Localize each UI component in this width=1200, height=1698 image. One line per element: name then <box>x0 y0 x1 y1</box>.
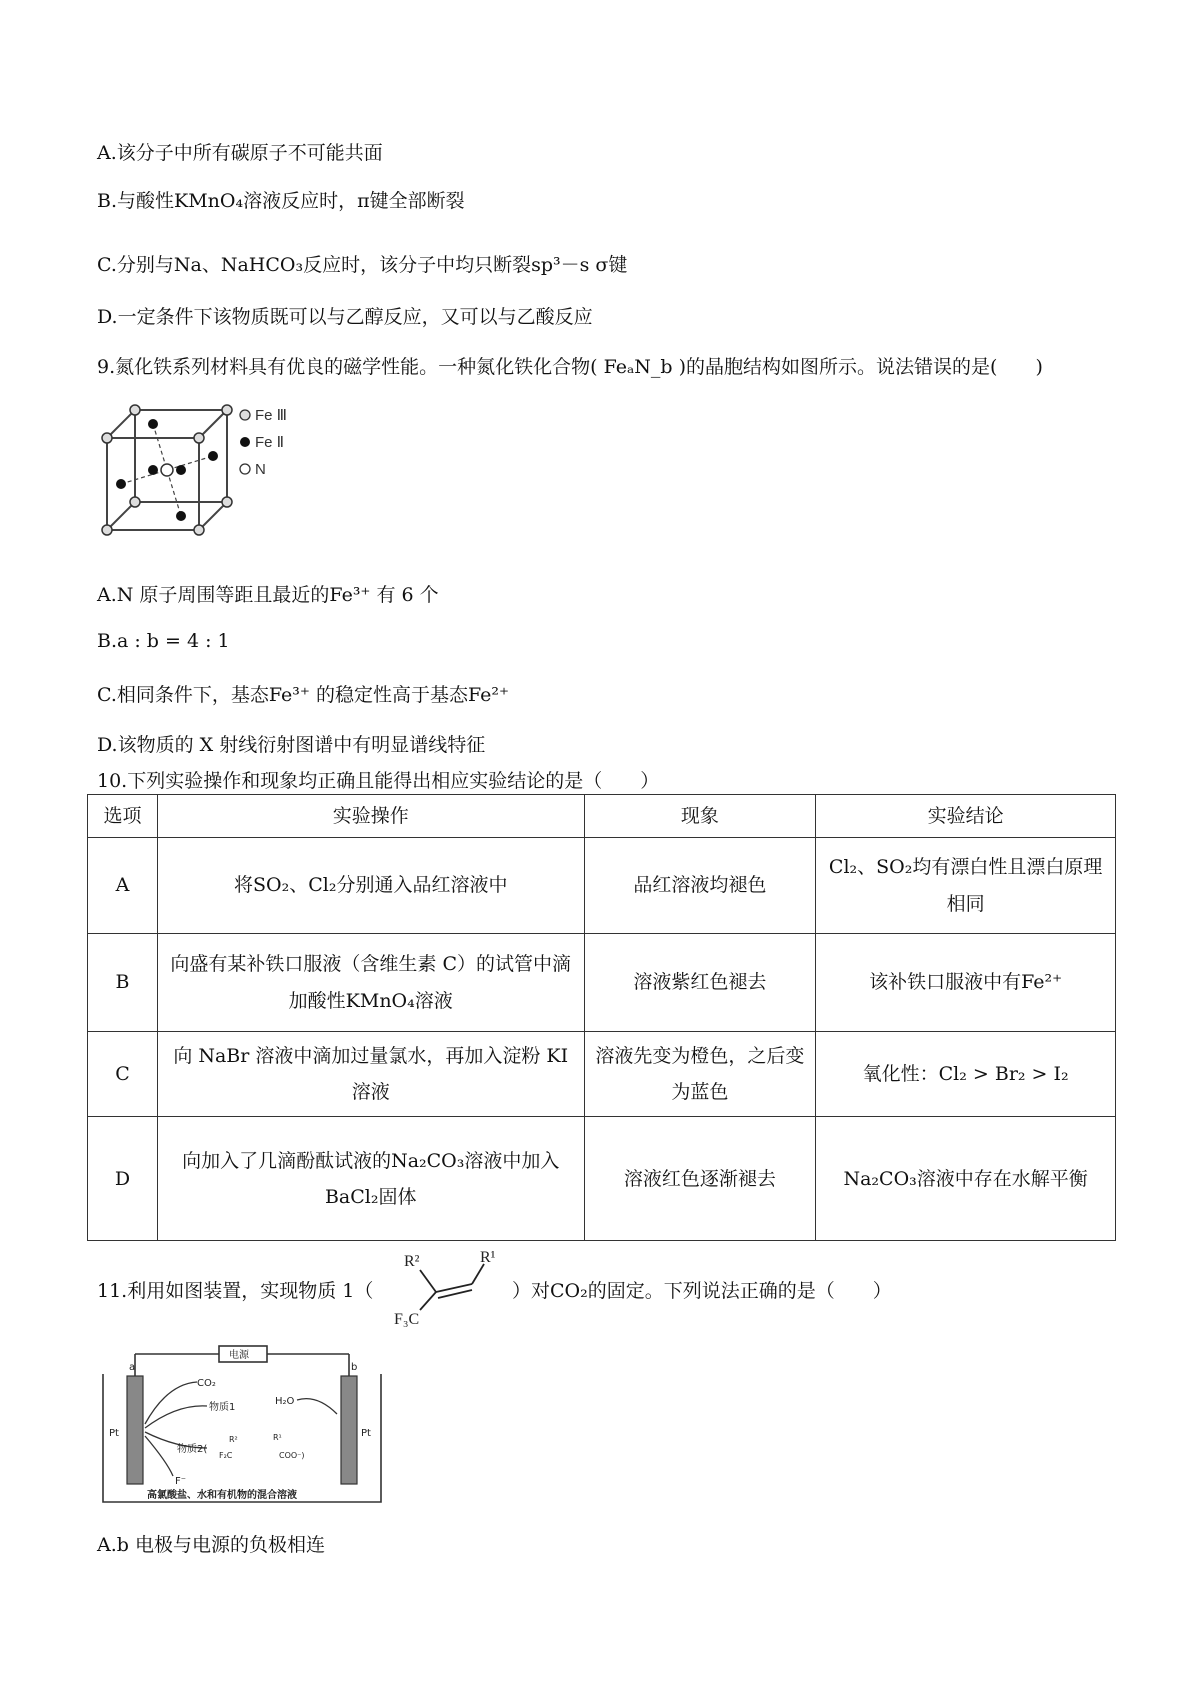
svg-text:F₂C: F₂C <box>219 1451 233 1460</box>
header-phenomenon: 现象 <box>584 795 816 838</box>
q9-option-d: D.该物质的 X 射线衍射图谱中有明显谱线特征 <box>97 734 486 756</box>
svg-text:H₂O: H₂O <box>275 1396 295 1407</box>
legend-fe3: Fe Ⅲ <box>255 407 288 424</box>
svg-text:电源: 电源 <box>229 1350 249 1361</box>
q9-stem: 9.氮化铁系列材料具有优良的磁学性能。一种氮化铁化合物( FeₐN_b )的晶胞结构如图所示。说法错误的是( ) <box>97 356 1043 378</box>
header-option: 选项 <box>88 795 158 838</box>
svg-text:物质2(: 物质2( <box>177 1444 208 1455</box>
electrode-b <box>341 1376 357 1484</box>
svg-text:F⁻: F⁻ <box>175 1476 187 1487</box>
q8-option-b: B.与酸性KMnO₄溶液反应时，π键全部断裂 <box>97 190 465 212</box>
svg-text:Pt: Pt <box>109 1428 119 1439</box>
svg-text:R¹: R¹ <box>480 1249 496 1266</box>
svg-text:R¹: R¹ <box>273 1433 282 1442</box>
q8-option-d: D.一定条件下该物质既可以与乙醇反应，又可以与乙酸反应 <box>97 306 593 328</box>
q8-option-a: A.该分子中所有碳原子不可能共面 <box>97 142 383 164</box>
header-operation: 实验操作 <box>157 795 584 838</box>
q11-option-a: A.b 电极与电源的负极相连 <box>97 1534 325 1556</box>
header-conclusion: 实验结论 <box>816 795 1116 838</box>
legend-fe2: Fe Ⅱ <box>255 434 285 451</box>
q11-stem-before: 11.利用如图装置，实现物质 1（ <box>97 1280 374 1302</box>
legend-n: N <box>255 461 266 478</box>
table-row: B 向盛有某补铁口服液（含维生素 C）的试管中滴加酸性KMnO₄溶液 溶液紫红色褪去 该补铁口服液中有Fe²⁺ <box>88 934 1116 1032</box>
crystal-cell-diagram <box>95 400 405 560</box>
q9-option-a: A.N 原子周围等距且最近的Fe³⁺ 有 6 个 <box>97 584 439 606</box>
table-row: D 向加入了几滴酚酞试液的Na₂CO₃溶液中加入BaCl₂固体 溶液红色逐渐褪去 Na₂CO₃溶液中存在水解平衡 <box>88 1117 1116 1241</box>
table-header-row <box>88 795 1116 838</box>
q11-stem-after: ）对CO₂的固定。下列说法正确的是（ ） <box>512 1280 892 1302</box>
experiment-table <box>87 794 1116 1241</box>
q9-option-c: C.相同条件下，基态Fe³⁺ 的稳定性高于基态Fe²⁺ <box>97 684 510 706</box>
svg-text:COO⁻): COO⁻) <box>279 1451 305 1460</box>
svg-text:CO₂: CO₂ <box>197 1378 216 1389</box>
svg-text:a: a <box>129 1362 136 1373</box>
substance1-structure <box>392 1248 512 1328</box>
svg-text:R²: R² <box>229 1435 238 1444</box>
svg-text:b: b <box>351 1362 358 1373</box>
svg-text:F₃C: F₃C <box>394 1311 420 1328</box>
electrolysis-device-diagram <box>97 1344 387 1510</box>
svg-text:物质1: 物质1 <box>209 1402 236 1413</box>
electrode-a <box>127 1376 143 1484</box>
table-row: C 向 NaBr 溶液中滴加过量氯水，再加入淀粉 KI 溶液 溶液先变为橙色，之后变为蓝色 氧化性：Cl₂ > Br₂ > I₂ <box>88 1032 1116 1117</box>
svg-text:高氯酸盐、水和有机物的混合溶液: 高氯酸盐、水和有机物的混合溶液 <box>147 1490 297 1501</box>
q10-stem: 10.下列实验操作和现象均正确且能得出相应实验结论的是（ ） <box>97 770 660 792</box>
q8-option-c: C.分别与Na、NaHCO₃反应时，该分子中均只断裂sp³－s σ键 <box>97 254 628 276</box>
q9-option-b: B.a : b = 4 : 1 <box>97 630 230 652</box>
table-row: A 将SO₂、Cl₂分别通入品红溶液中 品红溶液均褪色 Cl₂、SO₂均有漂白性且漂白原理相同 <box>88 838 1116 934</box>
svg-text:Pt: Pt <box>361 1428 371 1439</box>
svg-text:R²: R² <box>404 1253 420 1270</box>
